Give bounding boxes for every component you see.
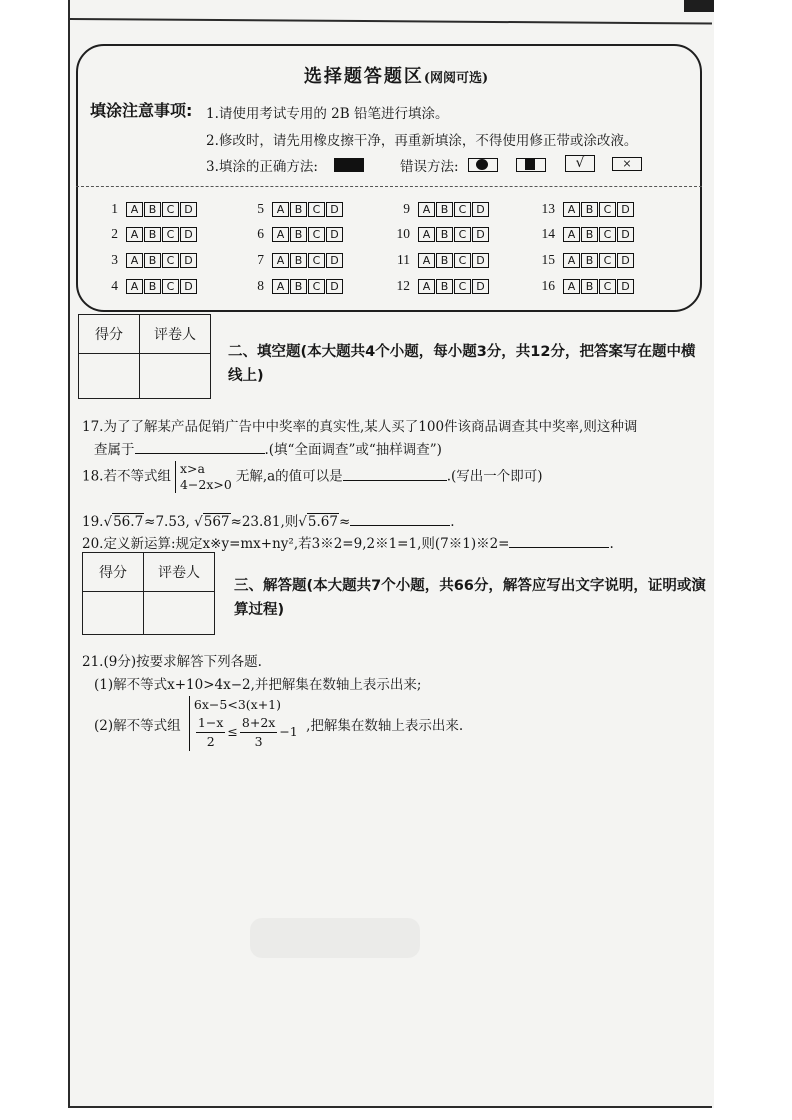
- choice-question-number: 4: [111, 278, 118, 293]
- q18: [82, 461, 543, 493]
- choice-bubble-c[interactable]: C: [599, 253, 616, 268]
- q20-answer-blank[interactable]: [509, 533, 609, 548]
- corner-mark: [684, 0, 714, 12]
- choice-question-3: [96, 252, 198, 268]
- q21-inequality-system: [189, 696, 298, 751]
- choice-bubble-b[interactable]: B: [436, 253, 453, 268]
- choice-bubble-a[interactable]: A: [563, 227, 580, 242]
- score-cell[interactable]: [83, 592, 144, 635]
- q17-line1: 17.为了了解某产品促销广告中中奖率的真实性,某人买了100件该商品调查其中奖率,则这种调: [82, 419, 638, 435]
- sqrt-56-7: √56.7: [103, 514, 144, 530]
- choice-area-title: [0, 62, 792, 88]
- choice-bubble-c[interactable]: C: [454, 279, 471, 294]
- fraction-2: $\frac{8+2x}{3}$: [241, 715, 276, 749]
- choice-bubble-a[interactable]: A: [272, 279, 289, 294]
- choice-question-number: 8: [257, 278, 264, 293]
- choice-bubble-d[interactable]: D: [180, 227, 197, 242]
- score-table-section2: [78, 314, 211, 399]
- correct-fill-sample: [334, 158, 364, 172]
- choice-bubble-a[interactable]: A: [563, 253, 580, 268]
- fill-notes-label: 填涂注意事项:: [90, 101, 193, 120]
- wrong-fill-half-sample: [516, 158, 546, 172]
- choice-bubble-b[interactable]: B: [144, 202, 161, 217]
- q20-end: .: [609, 536, 614, 552]
- choice-question-11: [388, 252, 490, 268]
- choice-bubble-a[interactable]: A: [563, 279, 580, 294]
- choice-question-number: 9: [403, 201, 410, 216]
- fill-note-3: 3.填涂的正确方法:: [206, 159, 318, 175]
- grader-header: 评卷人: [140, 315, 211, 354]
- choice-bubble-c[interactable]: C: [308, 253, 325, 268]
- choice-question-2: [96, 226, 198, 242]
- q18-prefix: 18.若不等式组: [82, 468, 171, 485]
- choice-question-number: 6: [257, 226, 264, 241]
- q19-val3: ≈: [338, 514, 351, 530]
- choice-bubble-a[interactable]: A: [418, 253, 435, 268]
- le-sign: ≤: [227, 724, 238, 739]
- choice-area-title-note: (网阅可选): [423, 71, 489, 86]
- choice-bubble-b[interactable]: B: [144, 279, 161, 294]
- choice-question-number: 15: [541, 252, 555, 267]
- choice-question-number: 3: [111, 252, 118, 267]
- q21-part1: (1)解不等式x+10>4x−2,并把解集在数轴上表示出来;: [94, 677, 422, 693]
- choice-bubble-b[interactable]: B: [436, 279, 453, 294]
- choice-bubble-d[interactable]: D: [617, 253, 634, 268]
- fill-note-1: 1.请使用考试专用的 2B 铅笔进行填涂。: [206, 106, 449, 122]
- q21-sys-line2: [194, 714, 298, 751]
- choice-question-4: [96, 278, 198, 294]
- sqrt-5-67: √5.67: [298, 514, 338, 530]
- q19-val2: ≈23.81,则: [230, 514, 299, 530]
- choice-bubble-d[interactable]: D: [617, 227, 634, 242]
- choice-question-14: [533, 226, 635, 242]
- score-table-section3: [82, 552, 215, 635]
- q17-line2: [94, 438, 442, 458]
- q18-sys-line1: x>a: [179, 461, 205, 476]
- score-header: 得分: [83, 553, 144, 592]
- choice-bubble-a[interactable]: A: [272, 202, 289, 217]
- q19-answer-blank[interactable]: [350, 511, 450, 526]
- choice-question-number: 11: [397, 252, 410, 267]
- q21-title: 21.(9分)按要求解答下列各题.: [82, 654, 262, 670]
- faint-stamp: [250, 918, 420, 958]
- q17-prefix: 查属于: [94, 442, 135, 458]
- choice-bubble-a[interactable]: A: [418, 279, 435, 294]
- choice-bubble-a[interactable]: A: [563, 202, 580, 217]
- wrong-fill-dot-sample: [468, 158, 498, 172]
- choice-bubble-a[interactable]: A: [126, 279, 143, 294]
- choice-bubble-c[interactable]: C: [308, 227, 325, 242]
- choice-area-title-text: 选择题答题区: [303, 66, 424, 87]
- choice-bubble-a[interactable]: A: [418, 227, 435, 242]
- q19: [82, 510, 455, 530]
- choice-bubble-c[interactable]: C: [308, 202, 325, 217]
- choice-bubble-b[interactable]: B: [581, 227, 598, 242]
- choice-bubble-d[interactable]: D: [180, 279, 197, 294]
- choice-bubble-b[interactable]: B: [436, 227, 453, 242]
- choice-question-6: [242, 226, 344, 242]
- section2-heading: 二、填空题(本大题共4个小题，每小题3分，共12分，把答案写在题中横线上): [228, 344, 696, 384]
- choice-question-1: [96, 201, 198, 217]
- q19-val1: ≈7.53,: [144, 514, 190, 530]
- q20-text: 20.定义新运算:规定x※y=mx+ny²,若3※2=9,2※1=1,则(7※1)※2=: [82, 536, 510, 552]
- q21-part2-suffix: ,把解集在数轴上表示出来.: [306, 717, 464, 734]
- wrong-fill-check-sample: √: [565, 155, 595, 172]
- grader-cell[interactable]: [144, 592, 215, 635]
- wrong-method-label: 错误方法:: [400, 159, 459, 175]
- score-cell[interactable]: [79, 354, 140, 399]
- choice-bubble-d[interactable]: D: [617, 279, 634, 294]
- choice-question-number: 14: [541, 226, 555, 241]
- choice-question-5: [242, 201, 344, 217]
- q19-num: 19.: [82, 514, 104, 530]
- choice-question-8: [242, 278, 344, 294]
- fill-note-2: 2.修改时，请先用橡皮擦干净，再重新填涂，不得使用修正带或涂改液。: [206, 133, 638, 149]
- q18-middle: 无解,a的值可以是: [235, 468, 343, 485]
- grader-header: 评卷人: [144, 553, 215, 592]
- q21-part2: [94, 696, 463, 751]
- grader-cell[interactable]: [140, 354, 211, 399]
- choice-bubble-b[interactable]: B: [581, 253, 598, 268]
- choice-bubble-c[interactable]: C: [454, 202, 471, 217]
- dashed-divider: [76, 186, 702, 187]
- choice-question-16: [533, 278, 635, 294]
- choice-bubble-a[interactable]: A: [272, 227, 289, 242]
- section3-heading: 三、解答题(本大题共7个小题，共66分，解答应写出文字说明，证明或演算过程): [234, 578, 706, 618]
- choice-bubble-b[interactable]: B: [581, 279, 598, 294]
- choice-bubble-b[interactable]: B: [290, 253, 307, 268]
- choice-question-10: [388, 226, 490, 242]
- choice-bubble-d[interactable]: D: [472, 279, 489, 294]
- choice-question-number: 10: [396, 226, 410, 241]
- q18-inequality-system: [175, 461, 232, 493]
- q17-answer-blank[interactable]: [135, 439, 265, 454]
- choice-question-number: 7: [257, 252, 264, 267]
- choice-bubble-a[interactable]: A: [126, 253, 143, 268]
- choice-bubble-b[interactable]: B: [436, 202, 453, 217]
- score-header: 得分: [79, 315, 140, 354]
- choice-bubble-b[interactable]: B: [290, 227, 307, 242]
- choice-bubble-d[interactable]: D: [326, 253, 343, 268]
- q21-part2-prefix: (2)解不等式组: [94, 717, 181, 734]
- choice-bubble-b[interactable]: B: [581, 202, 598, 217]
- wrong-fill-cross-sample: ×: [612, 157, 642, 171]
- choice-bubble-b[interactable]: B: [144, 253, 161, 268]
- q19-end: .: [450, 514, 455, 530]
- choice-question-number: 13: [541, 201, 555, 216]
- choice-bubble-d[interactable]: D: [180, 202, 197, 217]
- q17-suffix: .(填“全面调查”或“抽样调查”): [264, 442, 442, 458]
- choice-bubble-b[interactable]: B: [144, 227, 161, 242]
- choice-question-number: 16: [541, 278, 555, 293]
- choice-bubble-c[interactable]: C: [454, 227, 471, 242]
- choice-bubble-b[interactable]: B: [290, 279, 307, 294]
- choice-bubble-c[interactable]: C: [308, 279, 325, 294]
- choice-question-number: 5: [257, 201, 264, 216]
- fraction-1: $\frac{1-x}{2}$: [197, 715, 224, 749]
- choice-bubble-c[interactable]: C: [454, 253, 471, 268]
- choice-bubble-d[interactable]: D: [617, 202, 634, 217]
- choice-question-12: [388, 278, 490, 294]
- choice-bubble-c[interactable]: C: [599, 279, 616, 294]
- choice-bubble-d[interactable]: D: [326, 227, 343, 242]
- choice-bubble-b[interactable]: B: [290, 202, 307, 217]
- sqrt-567: √567: [194, 514, 230, 530]
- q18-answer-blank[interactable]: [343, 466, 447, 481]
- choice-question-15: [533, 252, 635, 268]
- choice-bubble-a[interactable]: A: [272, 253, 289, 268]
- choice-question-number: 12: [396, 278, 410, 293]
- q21-sys-line1: 6x−5<3(x+1): [193, 697, 282, 712]
- choice-bubble-c[interactable]: C: [599, 227, 616, 242]
- choice-bubble-d[interactable]: D: [326, 279, 343, 294]
- minus-one: −1: [279, 724, 298, 739]
- choice-question-number: 2: [111, 226, 118, 241]
- choice-bubble-c[interactable]: C: [162, 279, 179, 294]
- choice-bubble-d[interactable]: D: [472, 202, 489, 217]
- choice-bubble-d[interactable]: D: [326, 202, 343, 217]
- choice-bubble-a[interactable]: A: [126, 202, 143, 217]
- q18-suffix: .(写出一个即可): [446, 468, 543, 485]
- choice-question-9: [388, 201, 490, 217]
- choice-bubble-a[interactable]: A: [418, 202, 435, 217]
- choice-bubble-c[interactable]: C: [162, 227, 179, 242]
- choice-bubble-c[interactable]: C: [162, 253, 179, 268]
- choice-question-number: 1: [111, 201, 118, 216]
- choice-question-13: [533, 201, 635, 217]
- choice-bubble-c[interactable]: C: [599, 202, 616, 217]
- q20: [82, 532, 614, 552]
- choice-bubble-c[interactable]: C: [162, 202, 179, 217]
- choice-bubble-d[interactable]: D: [472, 227, 489, 242]
- page-bottom-rule: [68, 1106, 712, 1108]
- choice-bubble-d[interactable]: D: [180, 253, 197, 268]
- choice-bubble-a[interactable]: A: [126, 227, 143, 242]
- choice-bubble-d[interactable]: D: [472, 253, 489, 268]
- q18-sys-line2: 4−2x>0: [179, 477, 232, 492]
- choice-question-7: [242, 252, 344, 268]
